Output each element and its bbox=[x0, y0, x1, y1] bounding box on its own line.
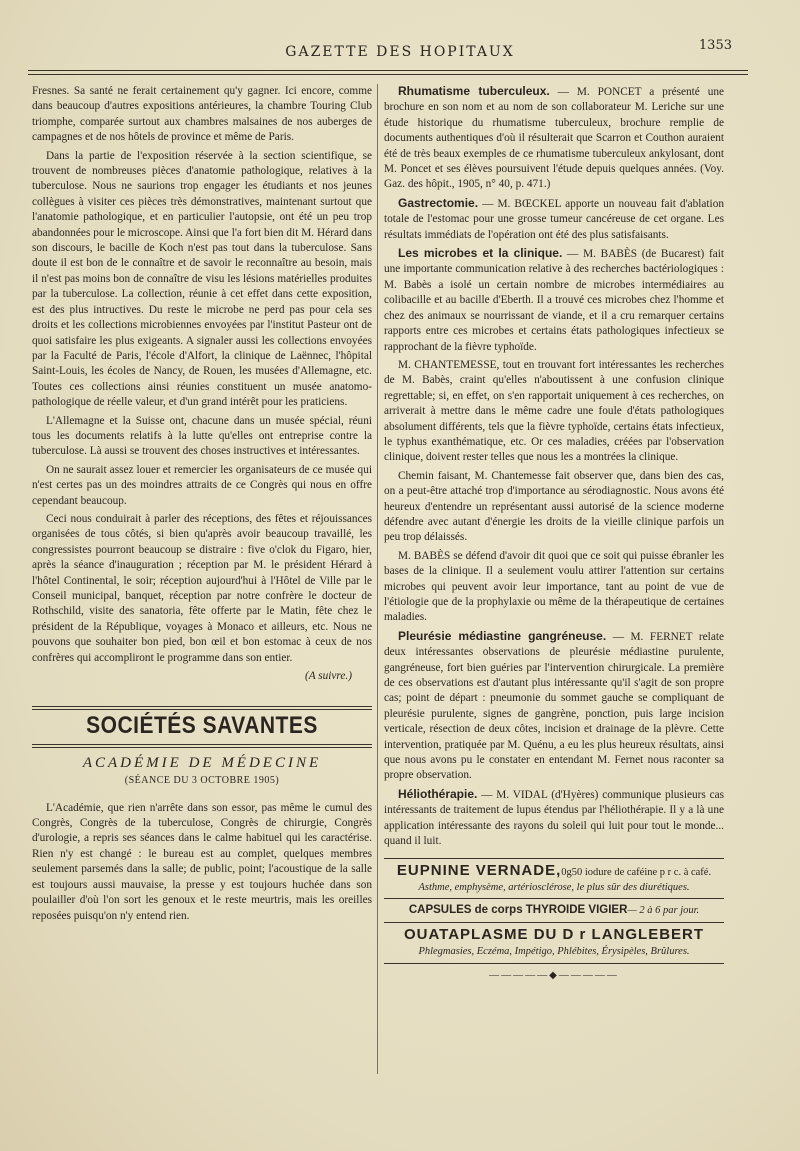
section-rule-bottom bbox=[32, 744, 372, 748]
ad-desc: 0g50 iodure de caféine p r c. à café. bbox=[561, 866, 712, 878]
left-column bbox=[32, 84, 372, 927]
entry-text: — M. BABÈS (de Bucarest) fait une importante communication relative à des recherches bactériologiques : M. Babès a isolé un certain nombre de microbes intermédiaires au colibacille et au bacille d'Eberth. Il a trouvé ces microbes chez l'homme et chez des animaux se nourrissant de viande, et il a cru remarquer certains rapports entre ces microbes et certains états pathologiques infectieux se rapprochant de la fièvre typhoïde. bbox=[384, 248, 724, 353]
entry-text: — M. VIDAL (d'Hyères) communique plusieurs cas intéressants de traitement de lupus étendus par l'héliothérapie. Il y a là une application intéressante des rayons du soleil qui luit pour tout le monde... quand il luit. bbox=[384, 788, 724, 848]
paragraph: M. CHANTEMESSE, tout en trouvant fort intéressantes les recherches de M. Babès, craint qu'elles n'aboutissent à une confusion clinique regrettable; si, en effet, on s'en rapportait uniquement à ces recherches, on arriverait à mettre dans le même cadre une foule d'états pathologiques absolument différents, tels que la fièvre typhoïde, certains états infectieux, le typhus exanthématique, etc. Or ces maladies, créées par l'observation clinique, doivent rester telles que nous les a montrées la clinique. bbox=[384, 358, 724, 464]
entry-gastrectomie bbox=[384, 196, 724, 243]
entry-heliotherapie bbox=[384, 787, 724, 850]
entry-title: Les microbes et la clinique. bbox=[398, 246, 563, 261]
entry-text: — M. BŒCKEL apporte un nouveau fait d'ablation totale de l'estomac pour une grosse tumeur cancéreuse de cet organe. Les résultats immédiats de l'opération ont été des plus satisfaisants. bbox=[384, 197, 724, 241]
academy-title: ACADÉMIE DE MÉDECINE bbox=[82, 754, 322, 771]
paragraph: Ceci nous conduirait à parler des réceptions, des fêtes et réjouissances organisées de tous côtés, si bien qu'après avoir beaucoup travaillé, les congressistes pourront beaucoup se distraire : five o'clok du Figaro, hier, après la séance d'inauguration ; réception par M. le président Hérard à l'hôtel Continental, le soir; réception aujourd'hui à l'Hôtel de Ville par le Conseil municipal, banquet, réception par notre confrère le docteur de Rothschild, visite des sanatoria, fête offerte par le Matin, fête chez le président de la République, voyages à Monaco et ailleurs, etc. Nous ne pouvons que souhaiter bon pied, bon œil et bon estomac à ceux de nos confrères qui accompliront le programme dans son entier. bbox=[32, 512, 372, 664]
ad-line: Asthme, emphysème, artériosclérose, le plus sûr des diurétiques. bbox=[418, 881, 690, 893]
entry-title: Gastrectomie. bbox=[398, 195, 479, 210]
column-divider bbox=[377, 84, 378, 1074]
ad-title: EUPNINE VERNADE, bbox=[396, 861, 562, 879]
entry-title: Rhumatisme tuberculeux. bbox=[398, 84, 550, 98]
paragraph: Dans la partie de l'exposition réservée à la section scientifique, se trouvent de nombreuses pièces d'anatomie pathologique, relatives à la tuberculose. Nous ne saurions trop engager les étudiants et nos jeunes collègues à visiter ces pièces très démonstratives, maintenant surtout que l'anatomie pathologique, et en particulier l'autopsie, ont été un peu trop abandonnées pour le microscope. Ainsi que l'a fort bien dit M. Hérard dans son discours, le bacille de Koch n'est pas tout dans la tuberculose. Sans doute il est bon de le connaître et de savoir le reconnaître au besoin, mais il n'est pas moins bon de connaître de visu les lésions matérielles produites par la tuberculose. La collection, réunie à cet effet dans cette exposition, est des plus intructives. Du reste le microbe ne perd pas pour cela ses droits et les collections microbiennes envoyées par l'institut Pasteur ont de quoi satisfaire les plus exigeants. A signaler aussi les collections envoyées par la Faculté de Paris, l'école d'Alfort, la clinique de Laënnec, l'hôpital Saint-Louis, les écoles de Nancy, de Rouen, les musées d'Allemagne, etc. Toutes ces collections ainsi réunies constituent un musée anatomo-pathologique de réelle valeur, et d'un grand intérêt pour les praticiens. bbox=[32, 149, 372, 409]
page-header bbox=[28, 38, 772, 68]
paragraph: On ne saurait assez louer et remercier les organisateurs de ce musée qui n'est certes pas un des moindres attraits de ce Congrès qui nous en offre cependant beaucoup. bbox=[32, 463, 372, 507]
ad-eupnine bbox=[384, 859, 724, 900]
section-title: SOCIÉTÉS SAVANTES bbox=[86, 712, 318, 740]
section-rule-top bbox=[32, 706, 372, 710]
end-ornament: —————◆————— bbox=[489, 969, 619, 981]
entry-title: Pleurésie médiastine gangréneuse. bbox=[398, 628, 607, 643]
right-column bbox=[384, 84, 724, 983]
advertisements bbox=[384, 858, 724, 983]
ad-line: Phlegmasies, Eczéma, Impétigo, Phlébites, Érysipèles, Brûlures. bbox=[418, 946, 690, 958]
ad-capsules bbox=[384, 899, 724, 922]
ad-line: — 2 à 6 par jour. bbox=[627, 905, 700, 917]
ad-title: CAPSULES de corps THYROIDE VIGIER bbox=[408, 904, 628, 917]
ad-ouataplasme bbox=[384, 923, 724, 964]
session-date: (SÉANCE DU 3 OCTOBRE 1905) bbox=[124, 775, 280, 787]
header-rule bbox=[28, 70, 748, 71]
paragraph: Chemin faisant, M. Chantemesse fait observer que, dans bien des cas, on a peut-être attaché trop d'importance au sérodiagnostic. Nous avons été heureux d'entendre un représentant aussi autorisé de la science moderne défendre avec autant d'énergie les droits de la vieille clinique parfois un peu trop délaissés. bbox=[384, 469, 724, 544]
paragraph: L'Allemagne et la Suisse ont, chacune dans un musée spécial, réuni tous les documents relatifs à la lutte qu'elles ont entreprise contre la tuberculose. Là aussi se trouvent des choses instructives et intéressantes. bbox=[32, 414, 372, 458]
paragraph: L'Académie, que rien n'arrête dans son essor, pas même le cumul des Congrès, Congrès de la tuberculose, Congrès de chirurgie, Congrès d'urologie, a repris ses séances dans le calme habituel qui les caractérise. Rien n'y est changé : le bureau est au complet, quelques membres seulement parsemés dans la salle; de public, point; l'acoustique de la salle est toujours aussi mauvaise, la presse y est toujours huchée dans son poulailler d'où l'on sort les genoux et le reste meurtris, mais les oreilles reposées puisqu'on n'y entend rien. bbox=[32, 801, 372, 922]
header-rule-thin bbox=[28, 74, 748, 75]
entry-text: — M. PONCET a présenté une brochure en son nom et au nom de son collaborateur M. Leriche sur une étude historique du rhumatisme tuberculeux, brochure remplie de documents authentiques d'où il résulterait que Scarron et Couthon auraient été de très beaux exemples de ce rhumatisme tuberculeux ankylosant, dont M. Poncet et ses élèves poursuivent l'étude depuis quelques années. (Voy. Gaz. des hôpit., 1905, n° 40, p. 471.) bbox=[384, 86, 725, 191]
entry-title: Héliothérapie. bbox=[398, 786, 478, 801]
entry-text: — M. FERNET relate deux intéressantes observations de pleurésie médiastine purulente, gangréneuse, fort bien guéries par l'intervention chirurgicale. La première de ces observations est d'autant plus intéressante qu'il s'agit de son propre cas; point de départ : pneumonie du sommet gauche se compliquant de pleurésie purulente, signes de gangrène, ponction, puis large incision verticale, résection de deux côtes, incision et drainage de la plèvre. Cette intervention, pratiquée par M. Quénu, a eu les plus heureux résultats, ainsi que nous avons pu le constater en entendant M. Fernet nous raconter sa propre observation. bbox=[384, 630, 724, 782]
entry-microbes bbox=[384, 246, 724, 355]
paragraph: M. BABÈS se défend d'avoir dit quoi que ce soit qui puisse ébranler les bases de la clinique. Il a seulement voulu attirer l'attention sur certains microbes qui peuvent avoir leur importance, tant au point de vue de l'étiologie que de la prophylaxie ou même de la thérapeutique de certaines maladies. bbox=[384, 549, 724, 624]
section-header bbox=[32, 706, 372, 788]
entry-rhumatisme bbox=[384, 84, 724, 193]
paragraph: Fresnes. Sa santé ne ferait certainement qu'y gagner. Ici encore, comme dans beaucoup d'autres expositions antérieures, la chambre Touring Club triomphe, comparée surtout aux chambres malsaines de nos auberges de campagnes et de nos hôtels de province et même de Paris. bbox=[32, 85, 372, 144]
page-number: 1353 bbox=[698, 38, 732, 53]
entry-pleuresie bbox=[384, 629, 724, 784]
a-suivre: (A suivre.) bbox=[304, 670, 352, 683]
ad-title: OUATAPLASME DU D r LANGLEBERT bbox=[403, 925, 705, 943]
journal-title: GAZETTE DES HOPITAUX bbox=[285, 44, 515, 60]
